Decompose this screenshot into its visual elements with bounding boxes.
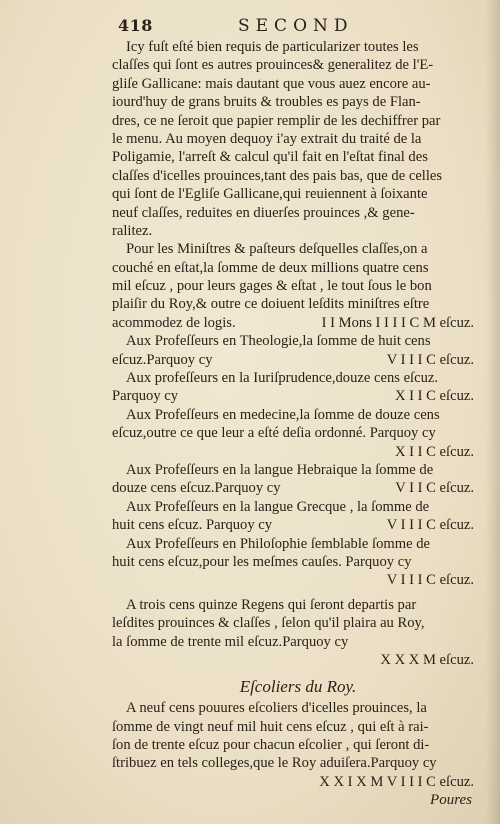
- text-line: claſſes qui ſont es autres prouinces& generalitez de l'E-: [112, 57, 434, 74]
- text-line: A neuf cens pouures eſcoliers d'icelles prouinces, la: [126, 700, 427, 717]
- text-line: ralitez.: [112, 222, 153, 239]
- text-line: leſdites prouinces & claſſes , ſelon qu'il plaira au Roy,: [112, 615, 425, 632]
- text-line: neuf claſſes, reduites en diuerſes prouinces ,& gene-: [112, 204, 415, 221]
- text-line: Icy fuſt eſté bien requis de particularizer toutes les: [126, 39, 419, 55]
- amount: X I I C eſcuz.: [394, 443, 474, 460]
- page-number: 418: [118, 16, 153, 35]
- text-line: ſon de trente eſcuz pour chacun eſcolier , qui ſeront di-: [112, 737, 430, 754]
- text-line: la ſomme de trente mil eſcuz.Parquoy cy: [112, 633, 349, 650]
- text-fragment: douze cens eſcuz.Parquoy cy: [112, 480, 281, 497]
- running-title: SECOND: [238, 16, 354, 36]
- entry-line: eſcuz,outre ce que leur a eſté deſia ordonné. Parquoy cy: [112, 425, 436, 442]
- amount: V I I I C eſcuz.: [386, 572, 474, 589]
- text-line: le menu. Au moyen dequoy i'ay extrait du traité de la: [112, 130, 422, 147]
- text-line: Poligamie, l'arreſt & calcul qu'il fait en l'eſtat final des: [112, 149, 428, 166]
- amount: V I I I C eſcuz.: [386, 517, 474, 534]
- entry-line: [112, 351, 474, 369]
- text-line: A trois cens quinze Regens qui ſeront departis par: [126, 596, 417, 613]
- entry-line: Aux Profeſſeurs en la langue Grecque , la ſomme de: [126, 498, 430, 515]
- text-fragment: huit cens eſcuz. Parquoy cy: [112, 517, 273, 534]
- text-line: ſomme de vingt neuf mil huit cens eſcuz , qui eſt à rai-: [112, 718, 429, 735]
- text-line: qui ſont de l'Egliſe Gallicane,qui reuiennent à ſoixante: [112, 186, 428, 203]
- entry-line: [112, 516, 474, 534]
- text-line: iourd'huy de grans bruits & troubles es pays de Flan-: [112, 94, 421, 111]
- body-text: [112, 38, 474, 810]
- amount: X X I X M V I I I C eſcuz.: [319, 773, 474, 790]
- catchword: Poures: [430, 792, 472, 809]
- entry-line: [112, 387, 474, 405]
- amount: V I I I C eſcuz.: [386, 351, 474, 368]
- page-gutter-shadow: [486, 0, 500, 824]
- text-line: couché en eſtat,la ſomme de deux millions quatre cens: [112, 259, 429, 276]
- text-line: Pour les Miniſtres & paſteurs deſquelles claſſes,on a: [126, 241, 428, 258]
- text-line: mil eſcuz , pour leurs gages & eſtat , le tout ſous le bon: [112, 278, 432, 295]
- entry-line: Aux profeſſeurs en la Iuriſprudence,douze cens eſcuz.: [126, 370, 439, 387]
- entry-line: huit cens eſcuz,pour les meſmes cauſes. Parquoy cy: [112, 553, 412, 570]
- text-fragment: acommodez de logis.: [112, 314, 236, 331]
- entry-line: Aux Profeſſeurs en Theologie,la ſomme de huit cens: [126, 333, 431, 350]
- entry-line: Aux Profeſſeurs en Philoſophie ſemblable ſomme de: [126, 535, 430, 552]
- amount: I I Mons I I I I C M eſcuz.: [321, 314, 474, 331]
- text-line: [112, 314, 474, 332]
- text-line: gliſe Gallicane: mais dautant que vous auez encore au-: [112, 75, 431, 92]
- amount: V I I C eſcuz.: [395, 480, 474, 497]
- amount: X X X M eſcuz.: [380, 651, 474, 668]
- section-heading: Eſcoliers du Roy.: [239, 677, 357, 697]
- entry-line: [112, 479, 474, 497]
- entry-line: Aux Profeſſeurs en medecine,la ſomme de douze cens: [126, 406, 440, 423]
- text-line: dres, ce ne ſeroit que papier remplir de les dechiffrer par: [112, 112, 441, 129]
- text-fragment: Parquoy cy: [112, 388, 179, 405]
- text-line: claſſes d'icelles prouinces,tant des pais bas, que de celles: [112, 167, 443, 184]
- text-line: ſtribuez en tels colleges,que le Roy aduiſera.Parquoy cy: [112, 755, 437, 772]
- text-line: plaiſir du Roy,& outre ce doiuent leſdits miniſtres eſtre: [112, 296, 430, 313]
- text-fragment: eſcuz.Parquoy cy: [112, 351, 213, 368]
- amount: X I I C eſcuz.: [394, 388, 474, 405]
- entry-line: Aux Profeſſeurs en la langue Hebraique la ſomme de: [126, 461, 434, 478]
- page-header: [0, 16, 500, 40]
